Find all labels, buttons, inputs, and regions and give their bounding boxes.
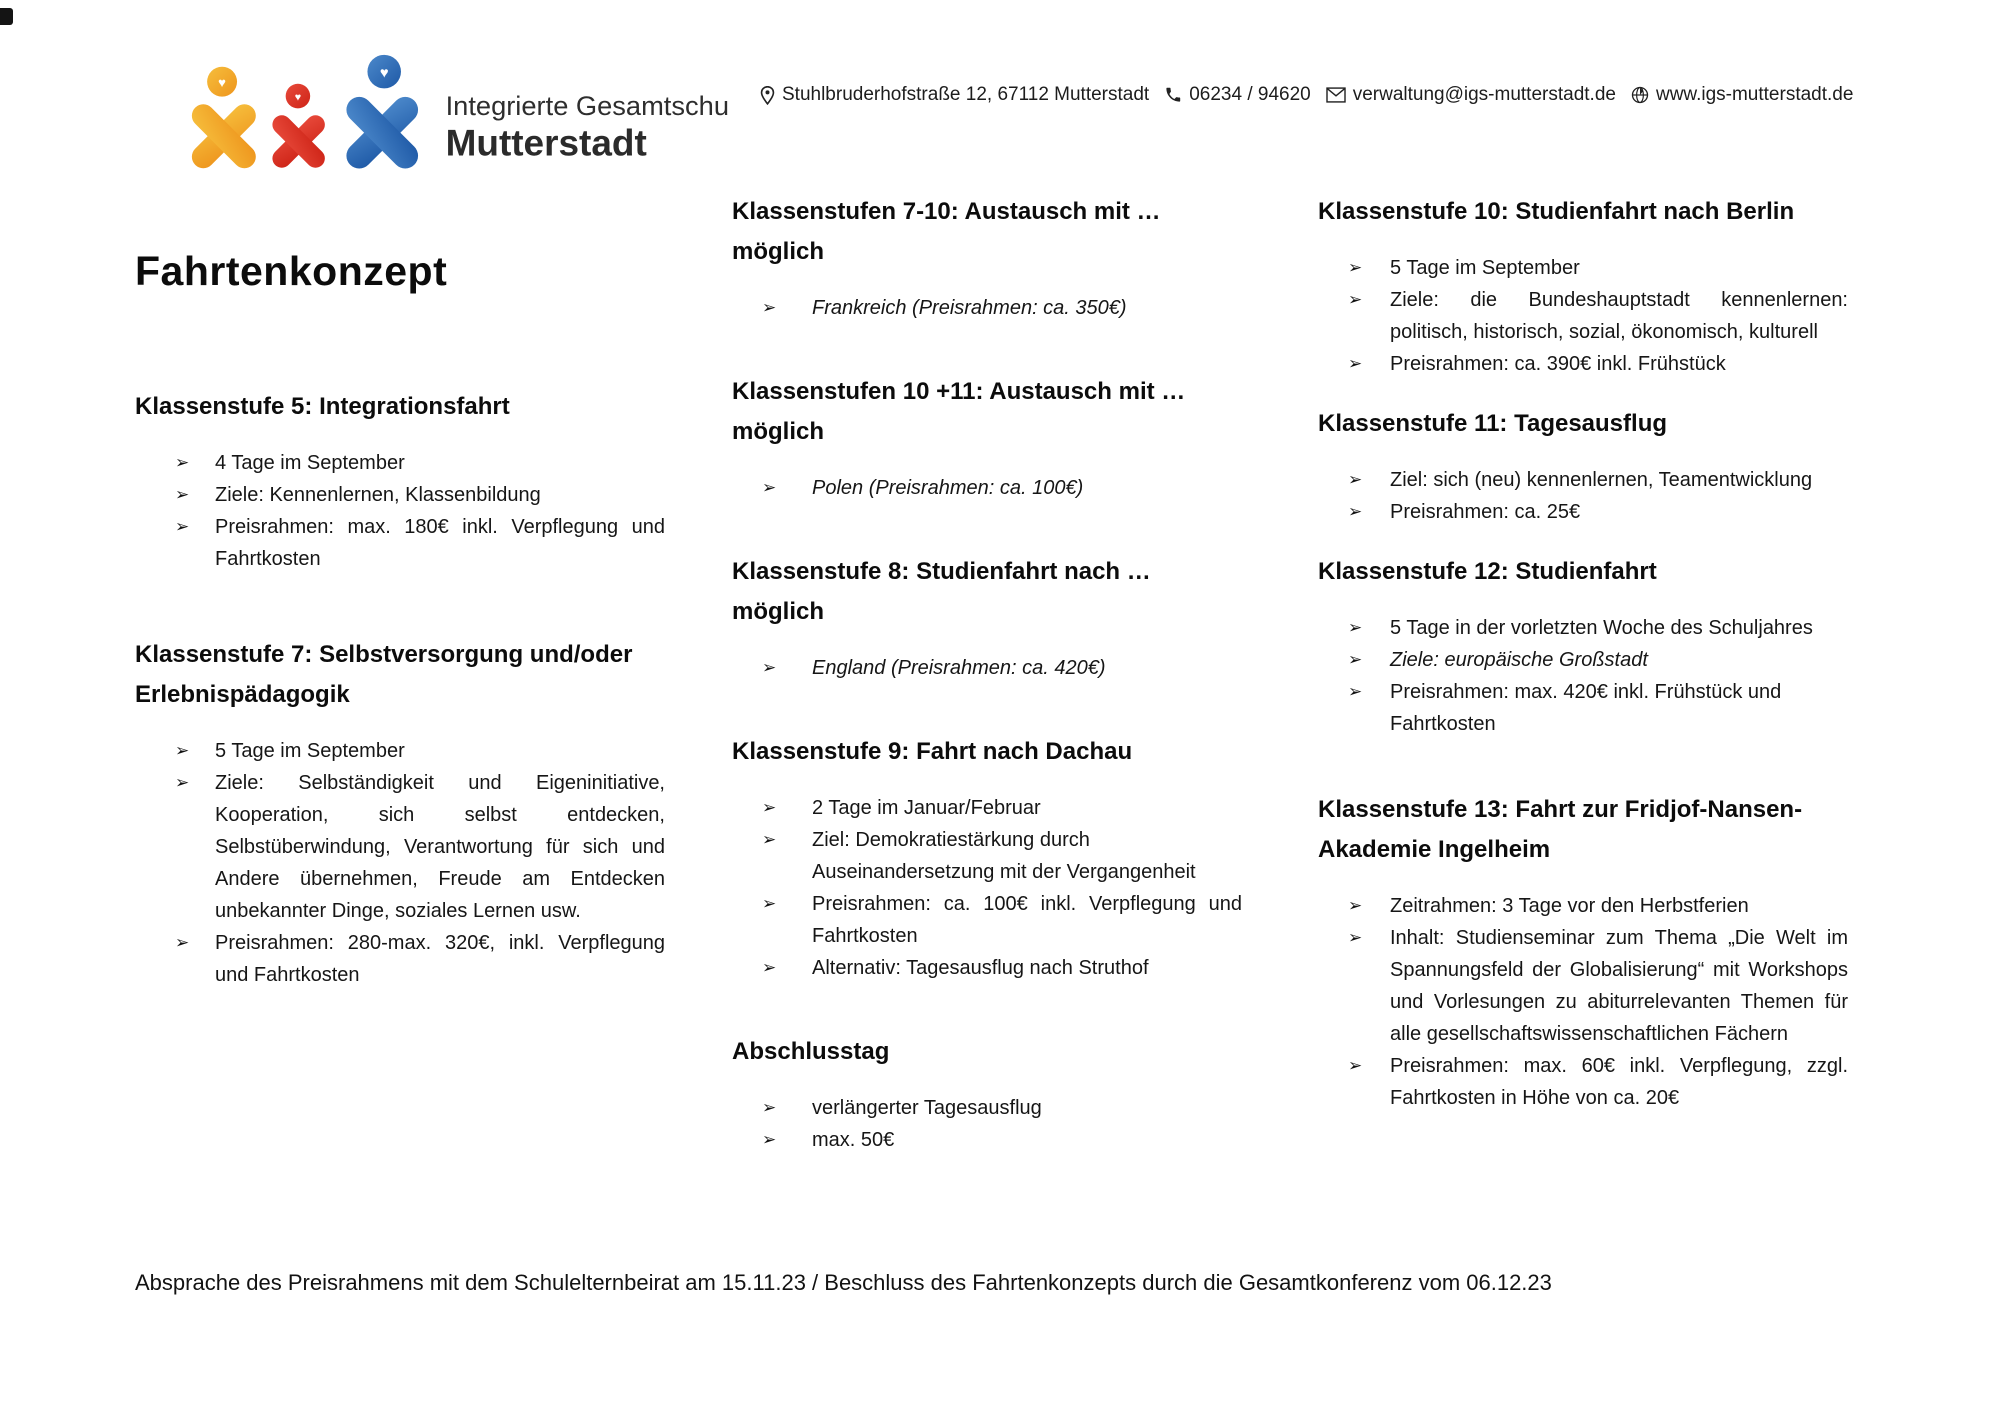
logo-school-type: Integrierte Gesamtschule — [445, 90, 728, 122]
footer-note: Absprache des Preisrahmens mit dem Schulelternbeirat am 15.11.23 / Beschluss des Fahrtenkonzepts durch die Gesamtkonferenz vom 06.12.23 — [135, 1270, 1552, 1295]
bullet-item — [1318, 496, 1848, 528]
section-heading: Klassenstufen 10 +11: Austausch mit … möglich — [732, 378, 1186, 445]
bullet-text: Zeitrahmen: 3 Tage vor den Herbstferien — [1390, 895, 1749, 917]
trip-section — [1318, 192, 1848, 380]
section-heading: Klassenstufe 7: Selbstversorgung und/oder Erlebnispädagogik — [135, 641, 633, 708]
arrow-bullet-icon: ➢ — [762, 830, 777, 849]
trip-section — [732, 1032, 1242, 1156]
arrow-bullet-icon: ➢ — [175, 485, 190, 504]
scan-artifact — [0, 8, 13, 25]
page-title: Fahrtenkonzept — [135, 248, 448, 294]
bullet-text: Ziele: Kennenlernen, Klassenbildung — [215, 484, 541, 506]
bullet-item — [1318, 464, 1848, 496]
trip-section — [732, 552, 1242, 684]
bullet-item — [1318, 284, 1848, 348]
bullet-text: Inhalt: Studienseminar zum Thema „Die Welt im Spannungsfeld der Globalisierung“ mit Workshops und Vorlesungen zu abiturrelevanten Themen für alle gesellschaftswissenschaftlichen Fächern — [1390, 927, 1848, 1045]
bullet-item — [135, 735, 665, 767]
bullet-text: 2 Tage im Januar/Februar — [812, 797, 1041, 819]
arrow-bullet-icon: ➢ — [175, 453, 190, 472]
bullet-text: 5 Tage in der vorletzten Woche des Schuljahres — [1390, 617, 1813, 639]
bullet-text: Frankreich (Preisrahmen: ca. 350€) — [812, 297, 1127, 319]
arrow-bullet-icon: ➢ — [1348, 258, 1363, 277]
section-heading: Klassenstufe 11: Tagesausflug — [1318, 410, 1668, 437]
bullet-item — [732, 652, 1242, 684]
arrow-bullet-icon: ➢ — [1348, 1056, 1363, 1075]
bullet-text: Preisrahmen: 280-max. 320€, inkl. Verpflegung und Fahrtkosten — [215, 932, 665, 986]
arrow-bullet-icon: ➢ — [1348, 618, 1363, 637]
arrow-bullet-icon: ➢ — [1348, 354, 1363, 373]
contact-bar — [760, 84, 1853, 106]
bullet-text: Ziele: die Bundeshauptstadt kennenlernen: politisch, historisch, sozial, ökonomisch, kulturell — [1390, 289, 1848, 343]
arrow-bullet-icon: ➢ — [1348, 502, 1363, 521]
arrow-bullet-icon: ➢ — [762, 958, 777, 977]
bullet-text: Preisrahmen: max. 60€ inkl. Verpflegung, zzgl. Fahrtkosten in Höhe von ca. 20€ — [1390, 1055, 1848, 1109]
bullet-item — [1318, 252, 1848, 284]
trip-section — [732, 732, 1242, 984]
contact-website-text: www.igs-mutterstadt.de — [1655, 84, 1854, 105]
school-logo — [128, 50, 728, 187]
arrow-bullet-icon: ➢ — [762, 1098, 777, 1117]
section-heading: Klassenstufe 12: Studienfahrt — [1318, 558, 1657, 585]
column-left — [135, 248, 665, 991]
bullet-item — [732, 952, 1242, 984]
section-heading: Klassenstufe 13: Fahrt zur Fridjof-Nansen-Akademie Ingelheim — [1318, 796, 1803, 863]
arrow-bullet-icon: ➢ — [1348, 290, 1363, 309]
contact-address — [760, 84, 1149, 106]
arrow-bullet-icon: ➢ — [1348, 650, 1363, 669]
section-heading: Klassenstufe 8: Studienfahrt nach … möglich — [732, 558, 1151, 625]
trip-section — [732, 372, 1242, 504]
bullet-item — [732, 1092, 1242, 1124]
contact-phone-text: 06234 / 94620 — [1189, 84, 1311, 105]
section-heading: Klassenstufen 7-10: Austausch mit … möglich — [732, 198, 1161, 265]
trip-section — [1318, 790, 1848, 1114]
section-heading: Klassenstufe 10: Studienfahrt nach Berlin — [1318, 198, 1795, 225]
arrow-bullet-icon: ➢ — [1348, 928, 1363, 947]
arrow-bullet-icon: ➢ — [762, 298, 777, 317]
bullet-text: England (Preisrahmen: ca. 420€) — [812, 657, 1106, 679]
contact-email — [1326, 84, 1616, 106]
section-heading: Klassenstufe 5: Integrationsfahrt — [135, 393, 510, 420]
bullet-item — [1318, 676, 1848, 740]
arrow-bullet-icon: ➢ — [1348, 896, 1363, 915]
globe-icon — [1631, 86, 1649, 104]
envelope-icon — [1326, 87, 1346, 103]
bullet-text: Preisrahmen: ca. 390€ inkl. Frühstück — [1390, 353, 1726, 375]
bullet-text: Preisrahmen: max. 420€ inkl. Frühstück und Fahrtkosten — [1390, 681, 1782, 735]
arrow-bullet-icon: ➢ — [175, 933, 190, 952]
arrow-bullet-icon: ➢ — [175, 773, 190, 792]
contact-phone — [1164, 84, 1311, 106]
bullet-item — [1318, 612, 1848, 644]
arrow-bullet-icon: ➢ — [762, 798, 777, 817]
bullet-item — [732, 472, 1242, 504]
bullet-text: max. 50€ — [812, 1129, 895, 1151]
bullet-item — [135, 927, 665, 991]
bullet-item — [135, 479, 665, 511]
section-heading: Klassenstufe 9: Fahrt nach Dachau — [732, 738, 1133, 765]
column-middle — [732, 192, 1242, 1156]
column-right — [1318, 192, 1848, 1114]
bullet-text: Ziele: europäische Großstadt — [1390, 649, 1648, 671]
arrow-bullet-icon: ➢ — [175, 517, 190, 536]
bullet-item — [1318, 644, 1848, 676]
logo-school-name: Mutterstadt — [445, 122, 647, 164]
arrow-bullet-icon: ➢ — [762, 478, 777, 497]
bullet-text: Ziel: Demokratiestärkung durch Auseinandersetzung mit der Vergangenheit — [812, 829, 1196, 883]
trip-section — [1318, 552, 1848, 740]
bullet-text: Polen (Preisrahmen: ca. 100€) — [812, 477, 1084, 499]
svg-text:♥: ♥ — [379, 65, 389, 82]
bullet-text: Preisrahmen: ca. 100€ inkl. Verpflegung und Fahrtkosten — [812, 893, 1242, 947]
contact-website — [1631, 84, 1853, 106]
bullet-text: Preisrahmen: ca. 25€ — [1390, 501, 1581, 523]
bullet-item — [1318, 890, 1848, 922]
bullet-item — [732, 888, 1242, 952]
svg-text:♥: ♥ — [294, 91, 302, 104]
bullet-item — [135, 511, 665, 575]
trip-section — [135, 635, 665, 991]
bullet-text: 5 Tage im September — [1390, 257, 1580, 279]
bullet-text: Ziele: Selbständigkeit und Eigeninitiative, Kooperation, sich selbst entdecken, Selbstüberwindung, Verantwortung für sich und Andere übernehmen, Freude am Entdecken unbekannter Dinge, soziales Lernen usw. — [215, 772, 665, 922]
trip-section — [135, 387, 665, 575]
arrow-bullet-icon: ➢ — [762, 894, 777, 913]
bullet-item — [135, 767, 665, 927]
arrow-bullet-icon: ➢ — [1348, 682, 1363, 701]
bullet-text: 4 Tage im September — [215, 452, 405, 474]
bullet-item — [135, 447, 665, 479]
svg-text:♥: ♥ — [218, 74, 227, 90]
trip-section — [732, 192, 1242, 324]
arrow-bullet-icon: ➢ — [175, 741, 190, 760]
bullet-item — [732, 1124, 1242, 1156]
bullet-text: Alternativ: Tagesausflug nach Struthof — [812, 957, 1149, 979]
arrow-bullet-icon: ➢ — [762, 1130, 777, 1149]
bullet-item — [732, 824, 1242, 888]
arrow-bullet-icon: ➢ — [762, 658, 777, 677]
section-heading: Abschlusstag — [732, 1038, 890, 1065]
contact-address-text: Stuhlbruderhofstraße 12, 67112 Mutterstadt — [782, 84, 1150, 105]
bullet-item — [1318, 348, 1848, 380]
location-pin-icon — [760, 86, 775, 105]
phone-icon — [1164, 86, 1182, 104]
contact-email-text: verwaltung@igs-mutterstadt.de — [1352, 84, 1616, 105]
bullet-text: Preisrahmen: max. 180€ inkl. Verpflegung und Fahrtkosten — [215, 516, 665, 570]
arrow-bullet-icon: ➢ — [1348, 470, 1363, 489]
bullet-text: verlängerter Tagesausflug — [812, 1097, 1042, 1119]
logo-figures-icon — [128, 50, 728, 182]
trip-section — [1318, 404, 1848, 528]
bullet-text: Ziel: sich (neu) kennenlernen, Teamentwicklung — [1390, 469, 1813, 491]
bullet-item — [732, 292, 1242, 324]
bullet-item — [1318, 1050, 1848, 1114]
bullet-item — [732, 792, 1242, 824]
bullet-text: 5 Tage im September — [215, 740, 405, 762]
bullet-item — [1318, 922, 1848, 1050]
